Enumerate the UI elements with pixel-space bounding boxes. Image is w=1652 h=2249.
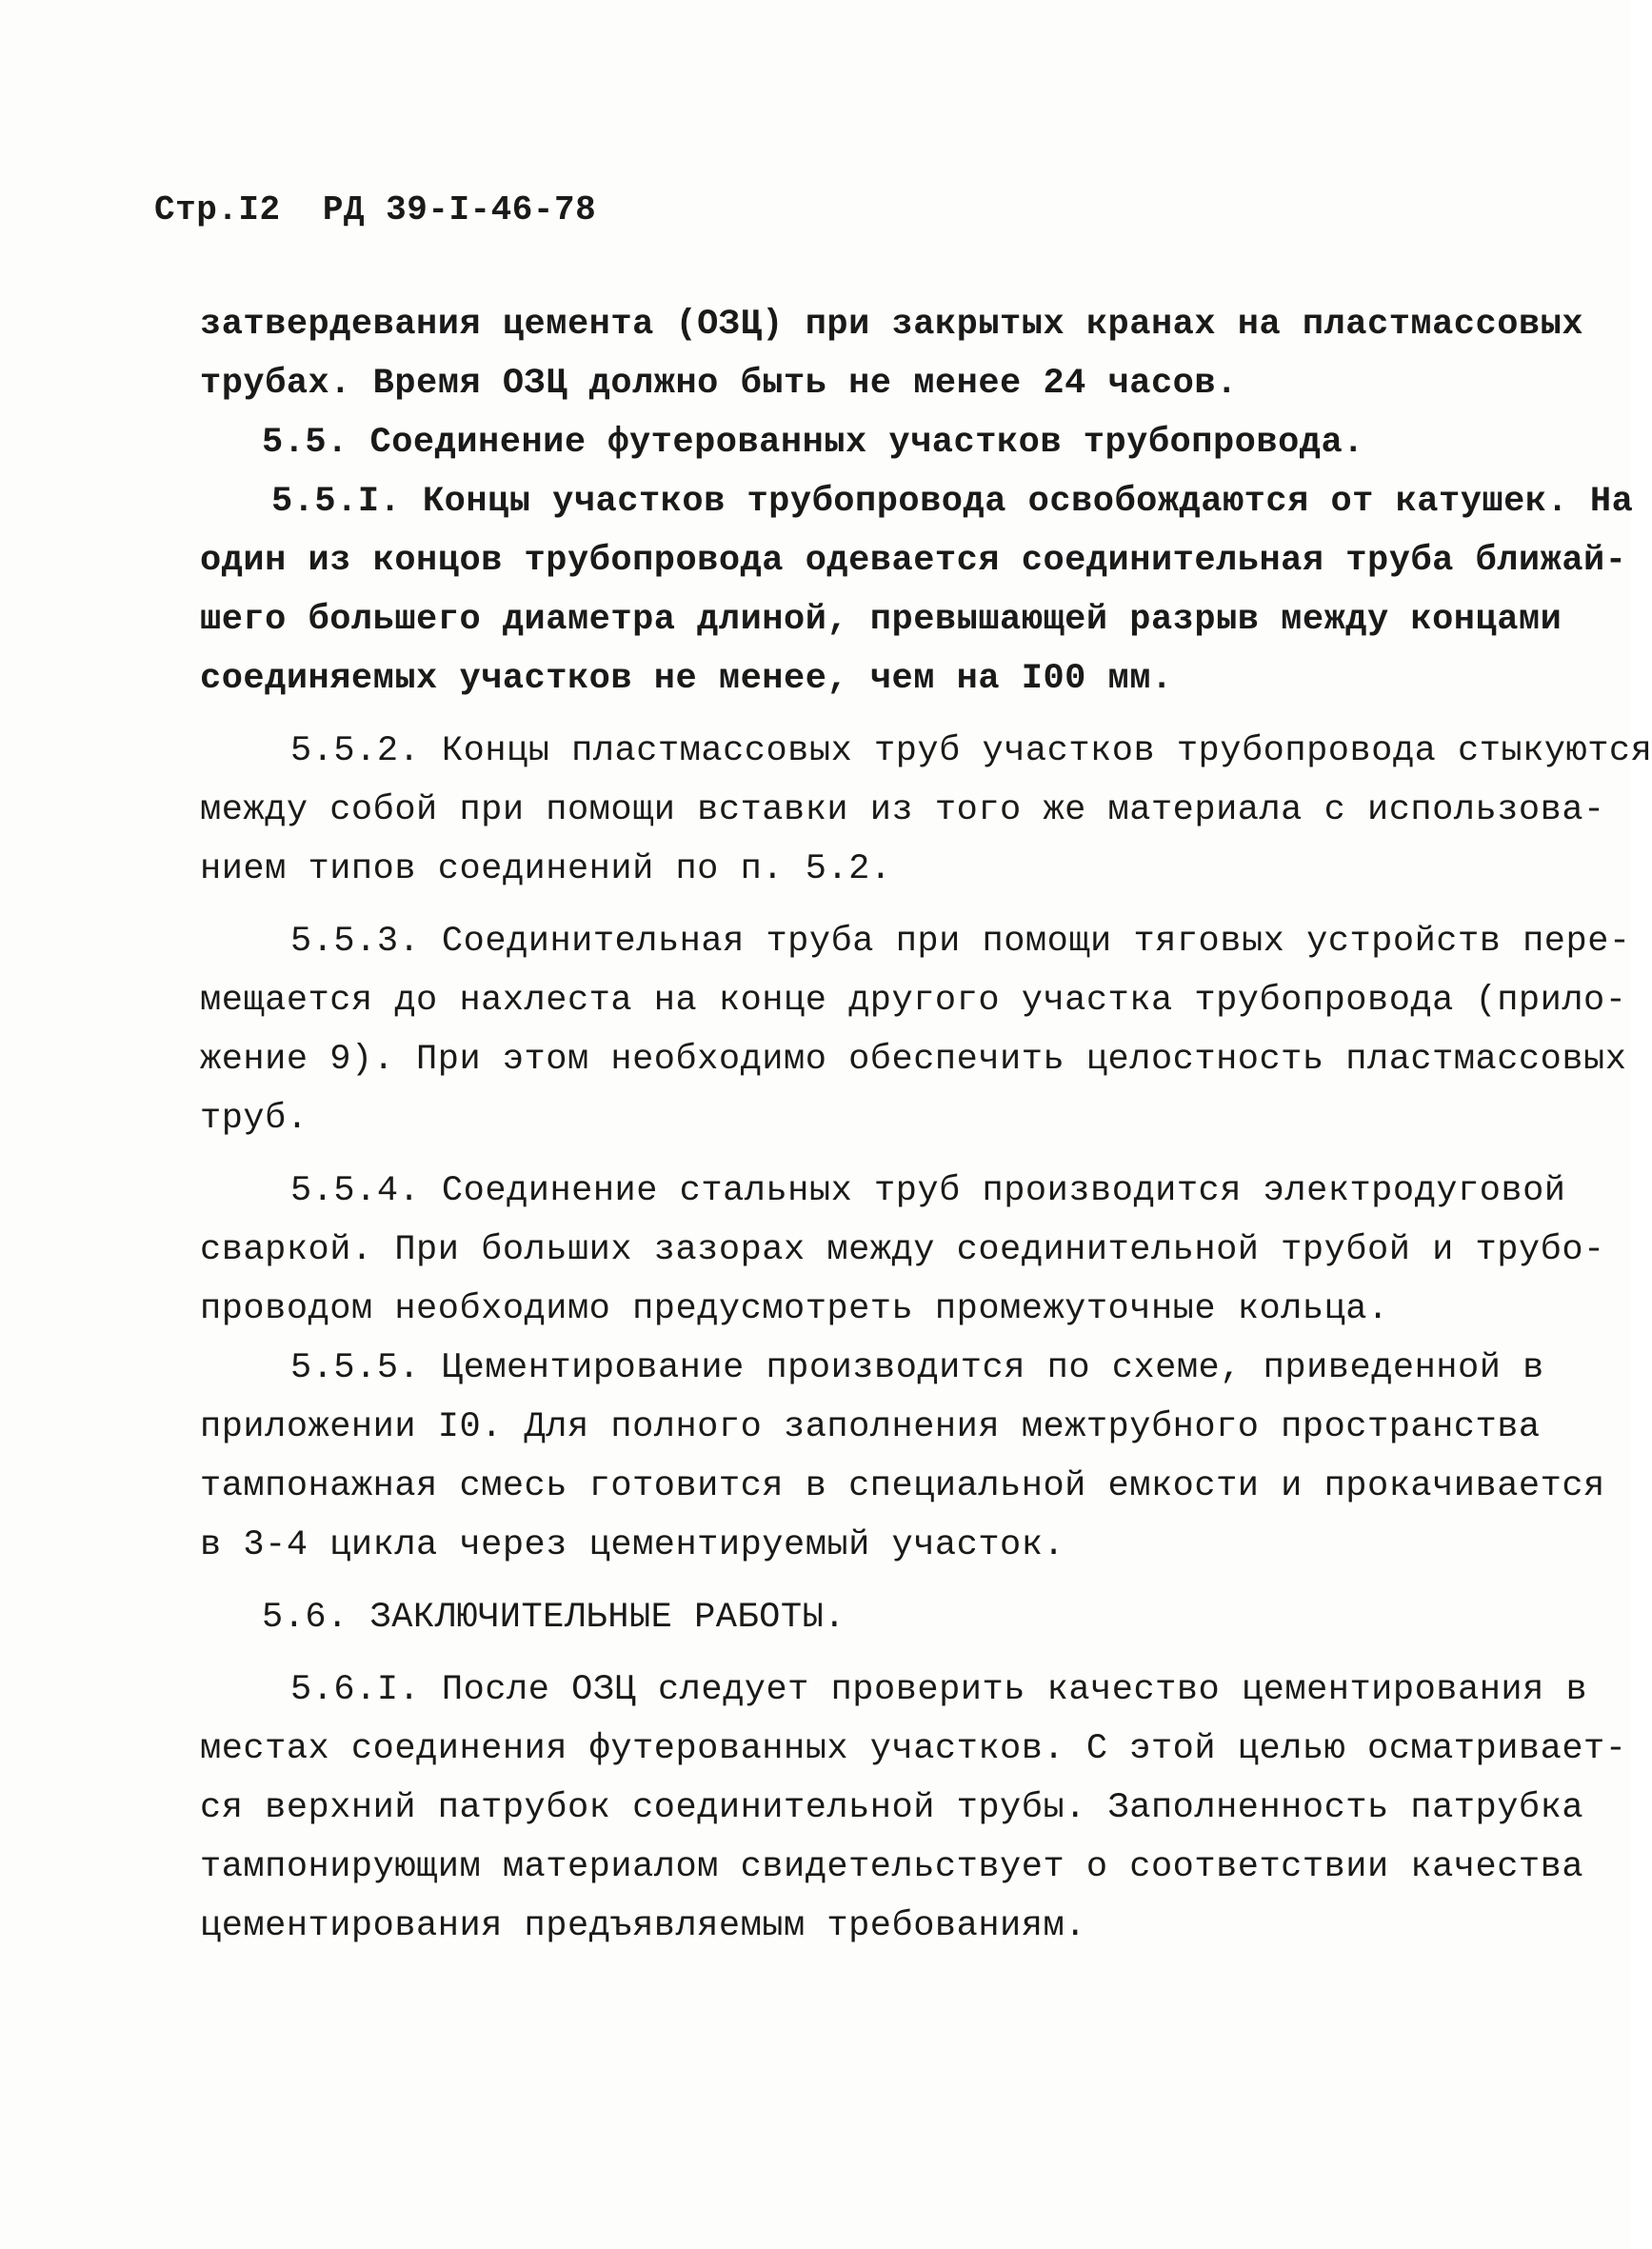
text-line: проводом необходимо предусмотреть промежуточные кольца.: [200, 1289, 1389, 1329]
text-line: цементирования предъявляемым требованиям.: [200, 1906, 1086, 1946]
text-line: между собой при помощи вставки из того же материала с использова-: [200, 790, 1605, 830]
text-line: жение 9). При этом необходимо обеспечить целостность пластмассовых: [200, 1040, 1627, 1080]
paragraph-5-5-4-first-line: 5.5.4. Соединение стальных труб производится электродуговой: [290, 1171, 1566, 1211]
text-line: соединяемых участков не менее, чем на I00 мм.: [200, 659, 1173, 699]
text-line: тампонирующим материалом свидетельствует о соответствии качества: [200, 1847, 1584, 1887]
text-line: тампонажная смесь готовится в специальной емкости и прокачивается: [200, 1466, 1605, 1506]
paragraph-5-5-3-first-line: 5.5.3. Соединительная труба при помощи тяговых устройств пере-: [290, 922, 1631, 962]
text-line: затвердевания цемента (ОЗЦ) при закрытых кранах на пластмассовых: [200, 305, 1584, 345]
text-line: нием типов соединений по п. 5.2.: [200, 849, 892, 889]
text-line: местах соединения футерованных участков. С этой целью осматривает-: [200, 1729, 1627, 1769]
paragraph-5-6-1-first-line: 5.6.I. После ОЗЦ следует проверить качество цементирования в: [290, 1670, 1588, 1710]
text-line: сваркой. При больших зазорах между соединительной трубой и трубо-: [200, 1230, 1605, 1270]
text-line: в 3-4 цикла через цементируемый участок.: [200, 1525, 1065, 1565]
text-line: приложении I0. Для полного заполнения межтрубного пространства: [200, 1407, 1541, 1447]
section-heading-5-6: 5.6. ЗАКЛЮЧИТЕЛЬНЫЕ РАБОТЫ.: [262, 1598, 846, 1638]
document-body: [200, 295, 1652, 1956]
text-line: ся верхний патрубок соединительной трубы. Заполненность патрубка: [200, 1788, 1584, 1828]
text-line: трубах. Время ОЗЦ должно быть не менее 24 часов.: [200, 364, 1238, 404]
paragraph-5-5-2-first-line: 5.5.2. Концы пластмассовых труб участков трубопровода стыкуются: [290, 731, 1652, 771]
text-line: труб.: [200, 1099, 309, 1139]
text-line: шего большего диаметра длиной, превышающей разрыв между концами: [200, 600, 1562, 640]
section-heading-5-5: 5.5. Соединение футерованных участков трубопровода.: [262, 423, 1364, 463]
paragraph-5-5-1-first-line: 5.5.I. Концы участков трубопровода освобождаются от катушек. На: [271, 482, 1634, 522]
paragraph-5-5-5-first-line: 5.5.5. Цементирование производится по схеме, приведенной в: [290, 1348, 1544, 1388]
text-line: один из концов трубопровода одевается соединительная труба ближай-: [200, 541, 1627, 581]
text-line: мещается до нахлеста на конце другого участка трубопровода (прило-: [200, 981, 1627, 1021]
page-header: Стр.I2 РД 39-I-46-78: [154, 190, 597, 229]
